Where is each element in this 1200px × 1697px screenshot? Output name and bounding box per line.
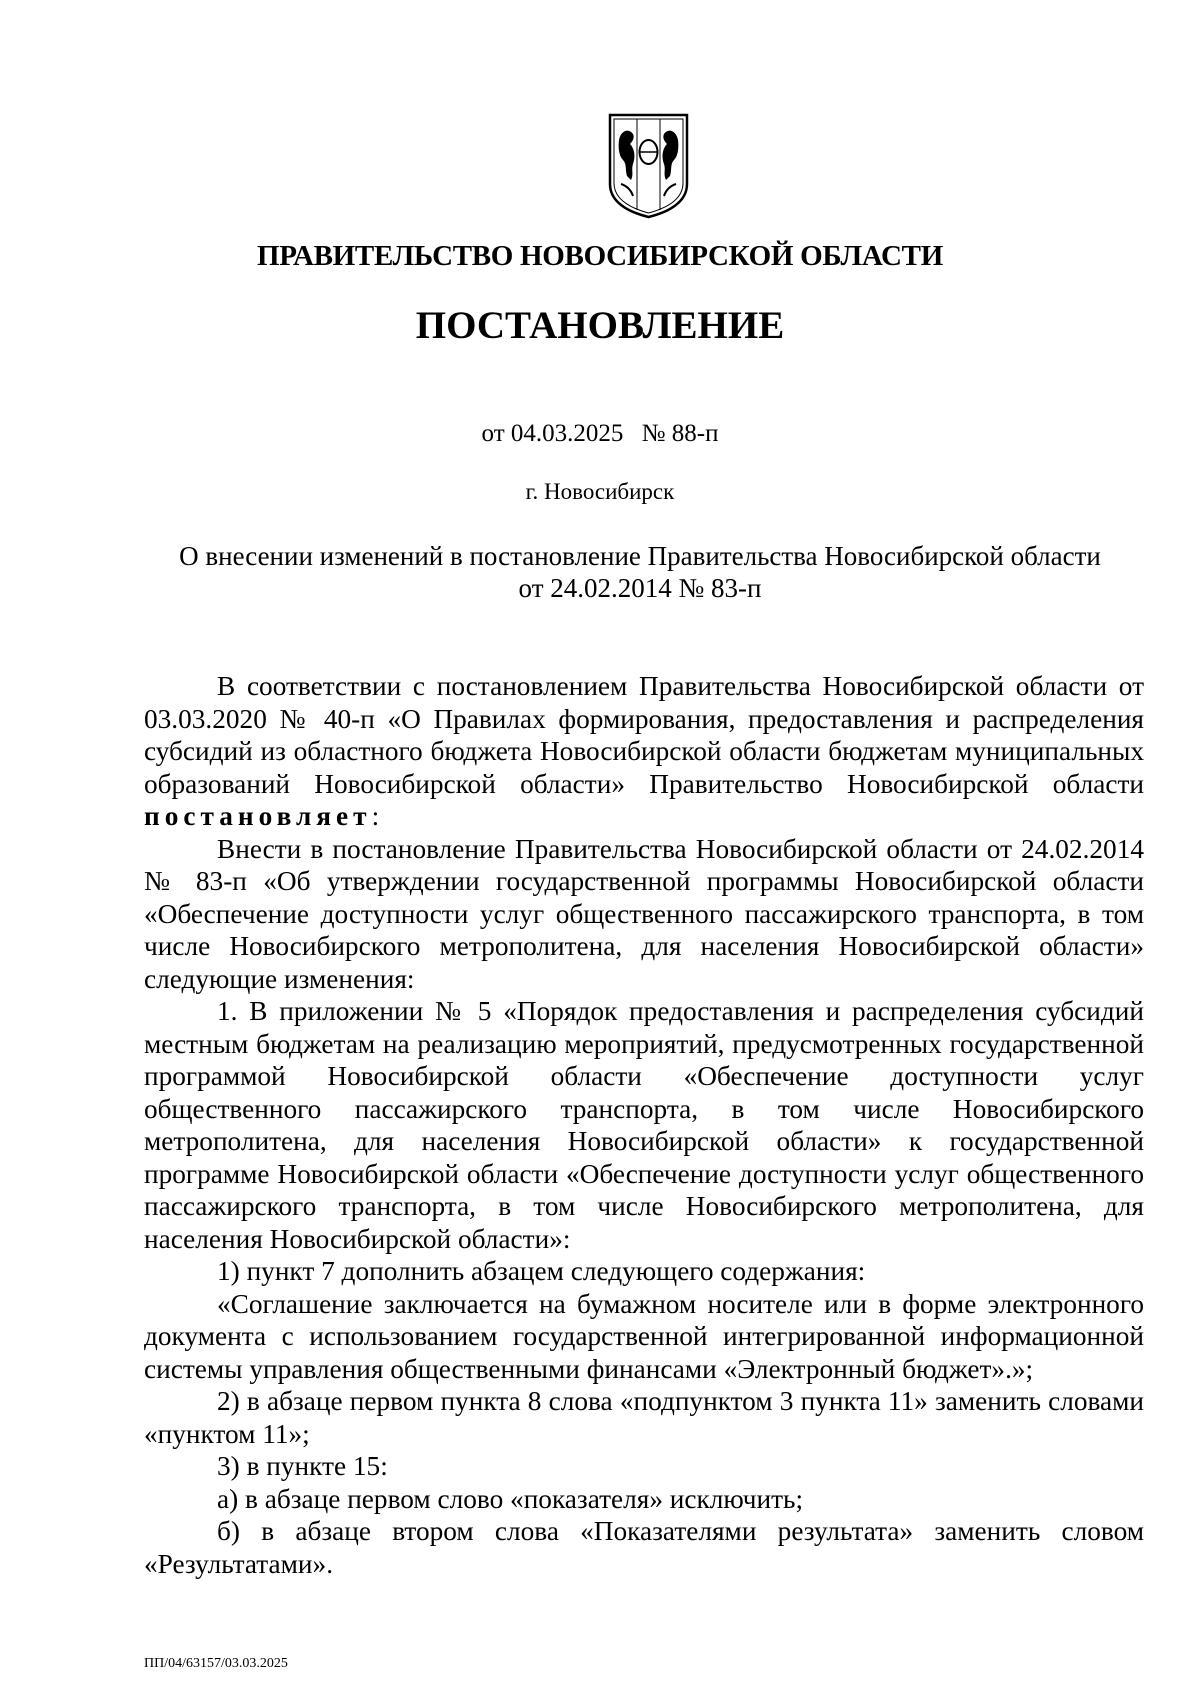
paragraph-subitem-3b: б) в абзаце втором слова «Показателями результата» заменить словом «Результатами». xyxy=(144,1516,1144,1579)
paragraph-amend: Внести в постановление Правительства Новосибирской области от 24.02.2014 № 83-п «Об утверждении государственной программы Новосибирской области «Обеспечение доступности услуг общественного пассажирского транспорта, в том числе Новосибирского метрополитена, для населения Новосибирской области» следующие изменения: xyxy=(144,833,1144,994)
footer-document-code: ПП/04/63157/03.03.2025 xyxy=(144,1656,288,1671)
preamble-end: : xyxy=(371,801,380,831)
coat-of-arms-emblem xyxy=(607,112,690,219)
resolution-keyword: постановляет xyxy=(144,801,372,831)
date-number-line xyxy=(0,418,1200,450)
paragraph-subitem-2: 2) в абзаце первом пункта 8 слова «подпунктом 3 пункта 11» заменить словами «пунктом 11»; xyxy=(144,1386,1144,1449)
paragraph-subitem-1: 1) пункт 7 дополнить абзацем следующего содержания: xyxy=(217,1256,866,1286)
paragraph-preamble xyxy=(144,670,1144,833)
document-number: № 88-п xyxy=(641,420,719,447)
organization-name: ПРАВИТЕЛЬСТВО НОВОСИБИРСКОЙ ОБЛАСТИ xyxy=(257,240,943,272)
preamble-text: В соответствии с постановлением Правительства Новосибирской области от 03.03.2020 № 40-п «О Правилах формирования, предоставления и распределения субсидий из областного бюджета Новосибирской области бюджетам муниципальных образований Новосибирской области» Правительство Новосибирской области xyxy=(144,671,1144,799)
document-date: 04.03.2025 xyxy=(510,420,624,447)
date-prefix: от xyxy=(481,420,505,447)
title-line-2: от 24.02.2014 № 83-п xyxy=(518,573,762,603)
document-type: ПОСТАНОВЛЕНИЕ xyxy=(415,304,785,347)
document-body xyxy=(144,670,1144,1580)
title-line-1: О внесении изменений в постановление Правительства Новосибирской области xyxy=(179,541,1101,571)
paragraph-item-1: 1. В приложении № 5 «Порядок предоставления и распределения субсидий местным бюджетам на реализацию мероприятий, предусмотренных государственной программой Новосибирской области «Обеспечение доступности услуг общественного пассажирского транспорта, в том числе Новосибирского метрополитена, для населения Новосибирской области» к государственной программе Новосибирской области «Обеспечение доступности услуг общественного пассажирского транспорта, в том числе Новосибирского метрополитена, для населения Новосибирской области»: xyxy=(144,996,1144,1254)
paragraph-subitem-3a: а) в абзаце первом слово «показателя» исключить; xyxy=(217,1483,804,1514)
paragraph-subitem-3: 3) в пункте 15: xyxy=(217,1451,388,1481)
city: г. Новосибирск xyxy=(525,479,675,504)
paragraph-quote: «Соглашение заключается на бумажном носителе или в форме электронного документа с использованием государственной интегрированной информационной системы управления общественными финансами «Электронный бюджет».»; xyxy=(144,1288,1144,1384)
document-title xyxy=(140,540,1140,604)
